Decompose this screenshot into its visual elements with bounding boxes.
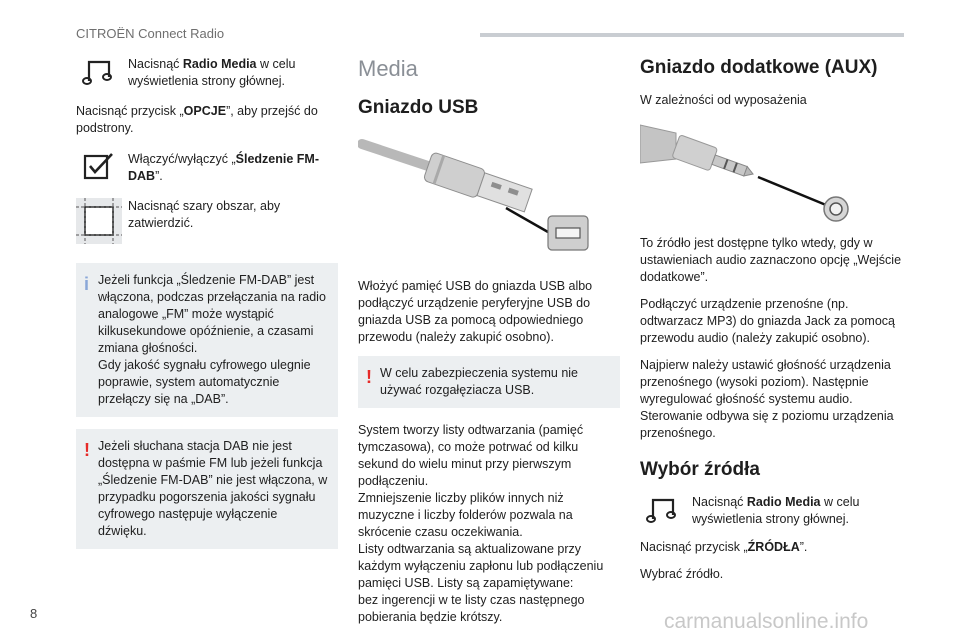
text-bold: Radio Media xyxy=(746,495,821,509)
step-confirm-grey-area xyxy=(76,198,338,249)
checkbox-icon xyxy=(76,151,128,186)
section-title: Media xyxy=(358,56,418,81)
warning-note-usb xyxy=(358,356,620,408)
info-icon: i xyxy=(84,274,90,294)
column-3 xyxy=(640,50,904,583)
info-note-text: Jeżeli funkcja „Śledzenie FM-DAB” jest włączona, podczas przełączania na radio analogowe „FM” może wystąpić kilkusekundowe opóźnienie, a czasami zmiana głośności. xyxy=(98,273,326,355)
playlist-line-1: System tworzy listy odtwarzania (pamięć tymczasowa), co może potrwać od kilku sekund do wielu minut przy pierwszym podłączeniu. xyxy=(358,423,584,488)
text-pre: Nacisnąć xyxy=(128,57,183,71)
paragraph-equipment: W zależności od wyposażenia xyxy=(640,93,807,107)
text-pre: Włączyć/wyłączyć „ xyxy=(128,152,236,166)
text-bold: OPCJE xyxy=(183,104,227,118)
paragraph-playlists xyxy=(358,422,620,626)
warning-icon: ! xyxy=(366,367,372,387)
text-post: ”, aby przejść do podstrony. xyxy=(76,104,318,135)
playlist-line-3: Listy odtwarzania są aktualizowane przy każdym wyłączeniu zapłonu lub podłączeniu pamięci USB. Listy są zapamiętywane: xyxy=(358,542,604,590)
info-note-text-2: Gdy jakość sygnału cyfrowego ulegnie poprawie, system automatycznie przełączy się na „DAB”. xyxy=(98,358,311,406)
paragraph-options xyxy=(76,103,338,137)
page-number: 8 xyxy=(30,606,38,621)
warning-note-text: W celu zabezpieczenia systemu nie używać rozgałęziacza USB. xyxy=(380,366,579,397)
header-divider-bar xyxy=(480,33,904,37)
text-pre: Nacisnąć przycisk „ xyxy=(76,104,184,118)
warning-note-text: Jeżeli słuchana stacja DAB nie jest dostępna w paśmie FM lub jeżeli funkcja „Śledzenie FM-DAB” nie jest włączona, w przypadku pogorszenia jakości sygnału cyfrowego następuje wyłączenie dźwięku. xyxy=(98,439,328,538)
music-note-icon xyxy=(76,56,128,91)
warning-icon: ! xyxy=(84,440,90,460)
usb-plug-icon xyxy=(358,130,620,258)
aux-jack-icon xyxy=(640,115,904,223)
text-bold: Śledzenie FM-DAB xyxy=(128,152,319,183)
paragraph-aux-connect: Podłączyć urządzenie przenośne (np. odtwarzacz MP3) do gniazda Jack za pomocą przewodu audio (należy zakupić osobno). xyxy=(640,297,895,345)
paragraph-aux-available: To źródło jest dostępne tylko wtedy, gdy w ustawieniach audio zaznaczono opcję „Wejście dodatkowe”. xyxy=(640,236,902,284)
text-post: ”. xyxy=(799,540,808,554)
running-header: CITROËN Connect Radio xyxy=(76,26,225,41)
heading-usb: Gniazdo USB xyxy=(358,97,479,118)
paragraph-usb-insert: Włożyć pamięć USB do gniazda USB albo podłączyć urządzenie peryferyjne USB do gniazda USB za pomocą odpowiedniego przewodu (należy zakupić osobno). xyxy=(358,279,593,344)
step-radio-media-2 xyxy=(640,494,904,529)
text-pre: Nacisnąć xyxy=(692,495,747,509)
playlist-line-4: bez ingerencji w te listy czas następnego pobierania będzie krótszy. xyxy=(358,593,585,624)
text-bold: ŹRÓDŁA xyxy=(747,540,800,554)
text-post: w celu wyświetlenia strony głównej. xyxy=(128,57,296,88)
watermark: carmanualsonline.info xyxy=(664,610,869,633)
step-toggle-fm-dab xyxy=(76,151,338,186)
column-1 xyxy=(76,50,338,549)
info-note xyxy=(76,263,338,417)
grey-area-grid-icon xyxy=(76,198,128,249)
text-bold: Radio Media xyxy=(182,57,257,71)
column-2 xyxy=(358,50,620,626)
text-post: ”. xyxy=(155,169,163,183)
step-radio-media xyxy=(76,56,338,91)
paragraph-aux-volume: Najpierw należy ustawić głośność urządzenia przenośnego (wysoki poziom). Następnie wyregulować głośność systemu audio. Sterowanie odbywa się z poziomu urządzenia przenośnego. xyxy=(640,358,894,440)
paragraph-select-source: Wybrać źródło. xyxy=(640,567,724,581)
warning-note xyxy=(76,429,338,549)
heading-source: Wybór źródła xyxy=(640,459,760,480)
text-post: w celu wyświetlenia strony głównej. xyxy=(692,495,860,526)
music-note-icon xyxy=(640,494,692,529)
paragraph-sources-button xyxy=(640,539,904,556)
text-pre: Nacisnąć przycisk „ xyxy=(640,540,748,554)
heading-aux: Gniazdo dodatkowe (AUX) xyxy=(640,57,878,78)
text-confirm: Nacisnąć szary obszar, aby zatwierdzić. xyxy=(128,199,281,230)
playlist-line-2: Zmniejszenie liczby plików innych niż muzyczne i liczby folderów pozwala na skrócenie czasu oczekiwania. xyxy=(358,491,573,539)
